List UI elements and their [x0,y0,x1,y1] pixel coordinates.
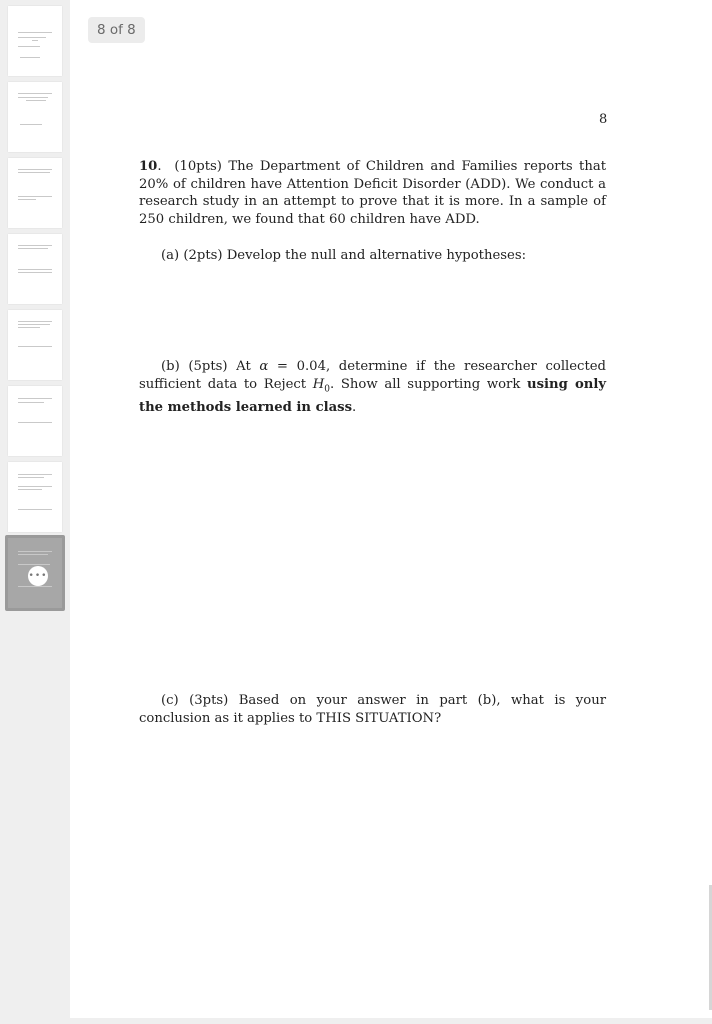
part-a: (a) (2pts) Develop the null and alternative hypotheses: [161,248,527,263]
page-thumbnail-5[interactable] [8,310,62,380]
document-viewer [70,0,712,1018]
page-thumbnail-8-active[interactable] [5,535,65,611]
part-b-bold: using only the methods learned in class [139,376,606,415]
page-thumbnail-6[interactable] [8,386,62,456]
question-text: The Department of Children and Families reports that 20% of children have Attention Deficit Disorder (ADD). We conduct a research study in an attempt to prove that it is more. In a sample of 250 children, we found that 60 children have ADD. [139,159,606,227]
part-b-after: . Show all supporting work [330,376,528,392]
page-thumbnail-1[interactable] [8,6,62,76]
page-indicator: 8 of 8 [88,17,145,43]
page-thumbnail-7[interactable] [8,462,62,532]
more-options-icon[interactable]: ••• [28,566,48,586]
active-thumbnail-preview [8,538,62,608]
page-thumbnail-4[interactable] [8,234,62,304]
part-c: (c) (3pts) Based on your answer in part (b), what is your conclusion as it applies to THIS SITUATION? [139,693,606,726]
page-thumbnail-2[interactable] [8,82,62,152]
page-number: 8 [599,112,608,127]
part-b-end: . [352,399,357,415]
question-number: 10 [139,159,158,174]
h-symbol: H [312,376,325,392]
page-thumbnail-3[interactable] [8,158,62,228]
alpha-symbol: α [259,359,269,374]
thumbnail-sidebar [0,0,70,1024]
question-intro: 10. (10pts) The Department of Children and Families reports that 20% of children have Attention Deficit Disorder (ADD). We conduct a research study in an attempt to prove that it is more. In a sample of 250 children, we found that 60 children have ADD. [139,159,606,227]
part-b-prefix: (b) (5pts) At [161,359,260,374]
h-subscript: 0 [324,384,331,395]
part-b-mid: = 0.04, determine if the researcher collected sufficient data to Reject [139,359,606,392]
part-b [139,358,606,416]
question-points: (10pts) [174,159,222,174]
